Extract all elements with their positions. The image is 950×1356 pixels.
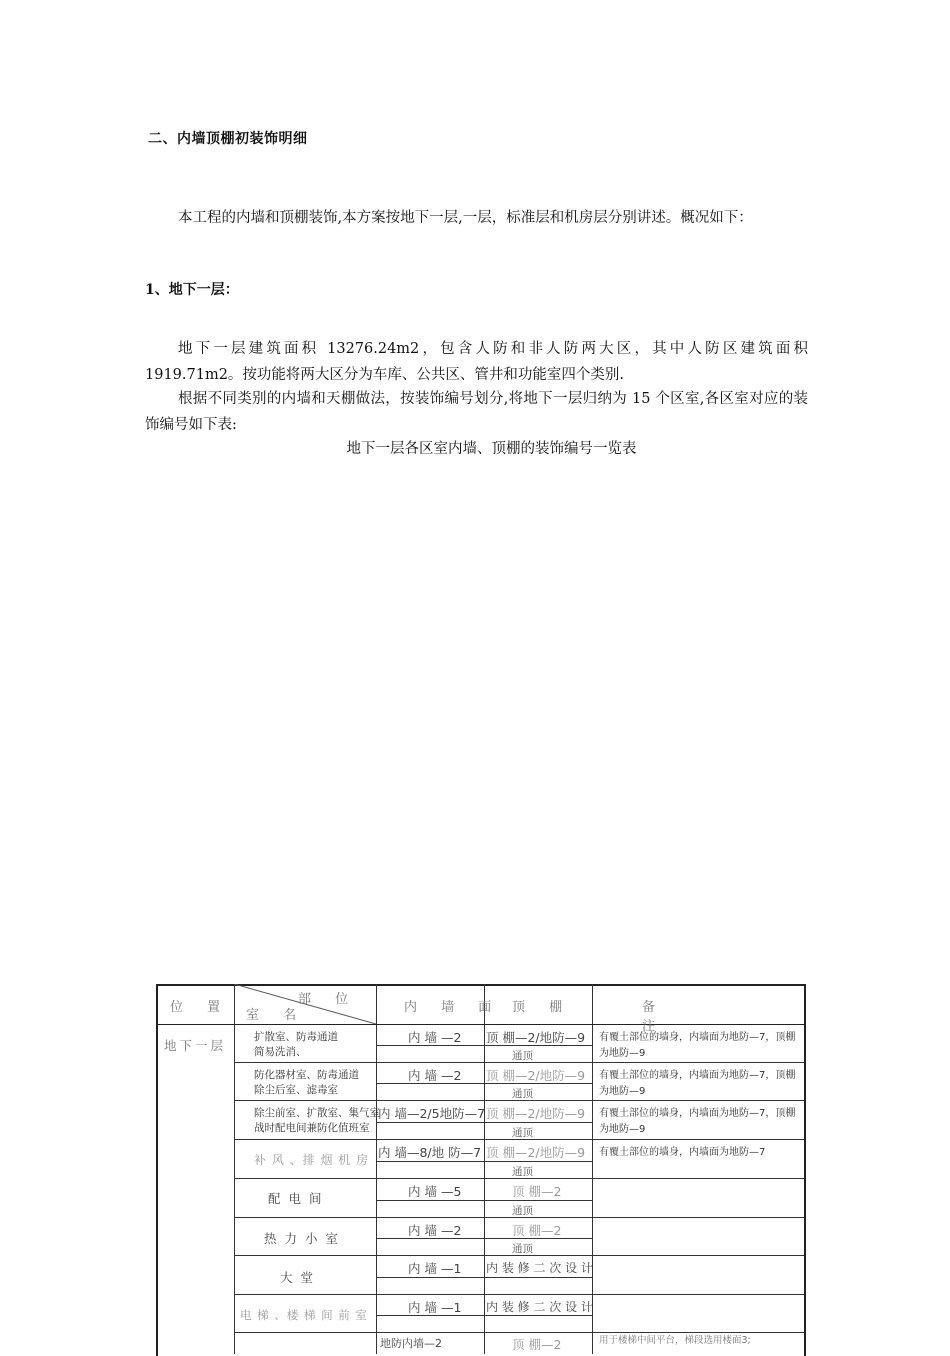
ceiling-code: 顶 棚—2/地防—9 bbox=[486, 1030, 586, 1045]
subsection-title: 1、地下一层： bbox=[145, 282, 239, 298]
wall-code: 内 墙 —2 bbox=[408, 1068, 462, 1083]
floor-label: 地下一层 bbox=[164, 1038, 227, 1053]
ceiling-code: 顶 棚—2 bbox=[512, 1184, 562, 1199]
header-part: 部 位 bbox=[298, 992, 359, 1007]
wall-code: 内 墙—8/地 防—7 bbox=[378, 1145, 482, 1160]
split-line bbox=[376, 1200, 592, 1201]
ceiling-code: 内 装 修 二 次 设 计 bbox=[486, 1261, 593, 1275]
header-ceiling: 顶 棚 bbox=[512, 1000, 573, 1015]
table-caption: 地下一层各区室内墙、顶棚的装饰编号一览表 bbox=[346, 441, 637, 457]
ceiling-sub: 通顶 bbox=[512, 1127, 533, 1139]
section-title: 二、内墙顶棚初装饰明细 bbox=[148, 131, 308, 147]
room-name: 配 电 间 bbox=[268, 1191, 324, 1206]
remark: 有覆土部位的墙身，内墙面为地防—7，顶棚为地防—9 bbox=[599, 1032, 796, 1059]
room-name: 热 力 小 室 bbox=[264, 1231, 340, 1246]
wall-code: 内 墙 —2 bbox=[408, 1030, 462, 1045]
ceiling-code: 顶 棚—2/地防—9 bbox=[486, 1106, 586, 1121]
paragraph-division: 根据不同类别的内墙和天棚做法，按装饰编号划分,将地下一层归纳为 15 个区室,各区室对应的装饰编号如下表: bbox=[145, 391, 808, 433]
ceiling-code: 顶 棚—2/地防—9 bbox=[486, 1068, 586, 1083]
wall-code: 内 墙 —1 bbox=[408, 1300, 462, 1315]
intro-paragraph: 本工程的内墙和顶棚装饰,本方案按地下一层,一层，标准层和机房层分别讲述。概况如下： bbox=[178, 210, 753, 226]
room-name: 大 堂 bbox=[280, 1270, 315, 1285]
col-line bbox=[234, 984, 235, 1354]
room-name: 防化器材室、防毒通道 除尘后室、滤毒室 bbox=[254, 1069, 359, 1096]
wall-code: 内 墙 —1 bbox=[408, 1261, 462, 1276]
remark: 有覆土部位的墙身，内墙面为地防—7，顶棚为地防—9 bbox=[599, 1108, 796, 1135]
split-line bbox=[376, 1277, 592, 1278]
decoration-table bbox=[156, 984, 804, 1354]
header-room: 室 名 bbox=[246, 1008, 307, 1023]
ceiling-sub: 通顶 bbox=[512, 1050, 533, 1062]
remark: 有覆土部位的墙身，内墙面为地防—7，顶棚为地防—9 bbox=[599, 1070, 796, 1097]
room-name: 扩散室、防毒通道 简易洗消、 bbox=[254, 1031, 338, 1058]
wall-code: 地防内墙—2 bbox=[380, 1337, 442, 1350]
remark: 有覆土部位的墙身，内墙面为地防—7 bbox=[599, 1147, 766, 1158]
ceiling-code: 顶 棚—2 bbox=[512, 1337, 562, 1352]
split-line bbox=[376, 1161, 592, 1162]
col-line bbox=[484, 984, 485, 1354]
wall-code: 内 墙 —5 bbox=[408, 1184, 462, 1199]
room-name: 电 梯 、楼 梯 间 前 室 bbox=[240, 1308, 368, 1322]
ceiling-sub: 通顶 bbox=[512, 1243, 533, 1255]
room-name: 补 风 、排 烟 机 房 bbox=[254, 1153, 370, 1167]
wall-code: 内 墙—2/5地防—7 bbox=[378, 1106, 486, 1121]
ceiling-code: 顶 棚—2 bbox=[512, 1223, 562, 1238]
col-line bbox=[376, 984, 377, 1354]
split-line bbox=[376, 1122, 592, 1123]
header-position: 位 置 bbox=[170, 1000, 231, 1015]
remark: 用于楼梯中间平台，梯段选用楼面3; bbox=[599, 1335, 751, 1346]
wall-code: 内 墙 —2 bbox=[408, 1223, 462, 1238]
ceiling-code: 内 装 修 二 次 设 计 bbox=[486, 1300, 593, 1314]
ceiling-sub: 通顶 bbox=[512, 1205, 533, 1217]
header-wall: 内 墙 面 bbox=[404, 1000, 502, 1015]
ceiling-code: 顶 棚—2/地防—9 bbox=[486, 1145, 586, 1160]
ceiling-sub: 通顶 bbox=[512, 1166, 533, 1178]
room-name: 除尘前室、扩散室、集气室 战时配电间兼防化值班室 bbox=[254, 1107, 380, 1134]
row-line bbox=[234, 1294, 804, 1295]
header-remark: 备 注 bbox=[642, 1000, 716, 1034]
paragraph-area: 地下一层建筑面积 13276.24m2，包含人防和非人防两大区，其中人防区建筑面积 1919.71m2。按功能将两大区分为车库、公共区、管井和功能室四个类别. bbox=[145, 341, 808, 383]
ceiling-sub: 通顶 bbox=[512, 1088, 533, 1100]
